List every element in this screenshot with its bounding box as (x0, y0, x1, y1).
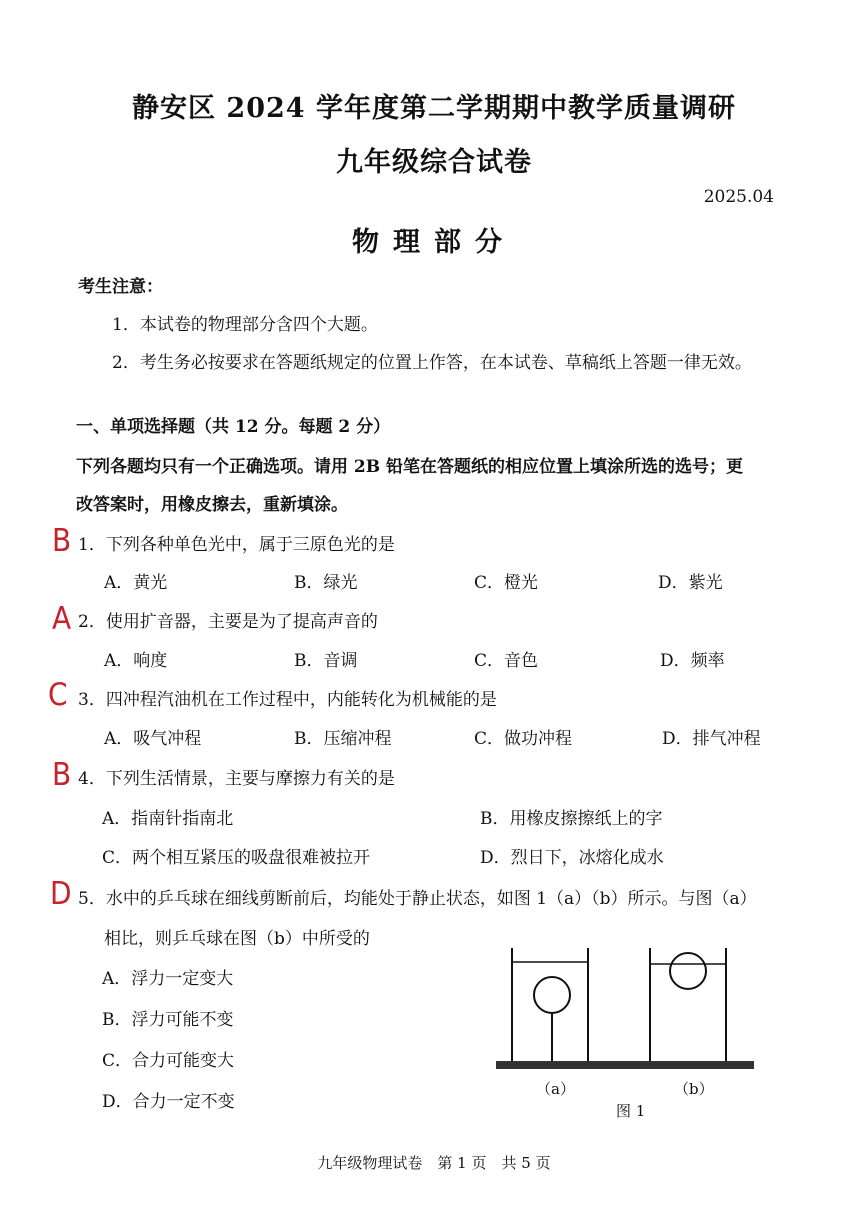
option: A．黄光 (104, 573, 168, 593)
handwritten-answer-mark: B (52, 756, 72, 793)
table-surface (496, 1061, 754, 1069)
option: B．音调 (294, 651, 358, 671)
exam-subtitle: 九年级综合试卷 (336, 147, 532, 178)
option: C．合力可能变大 (102, 1051, 235, 1071)
question-stem: 3．四冲程汽油机在工作过程中，内能转化为机械能的是 (78, 690, 497, 710)
question-stem: 1．下列各种单色光中，属于三原色光的是 (78, 535, 395, 555)
handwritten-answer-mark: D (50, 875, 72, 912)
beaker-b (650, 948, 726, 1062)
figure-caption: 图 1 (616, 1102, 646, 1120)
figure-label-a: （a） (536, 1080, 575, 1098)
exam-date: 2025.04 (703, 187, 774, 207)
question-stem: 2．使用扩音器，主要是为了提高声音的 (78, 612, 378, 632)
option: C．两个相互紧压的吸盘很难被拉开 (102, 848, 371, 868)
notice-title: 考生注意： (78, 277, 163, 297)
option: B．用橡皮擦擦纸上的字 (480, 809, 663, 829)
option: A．响度 (104, 651, 168, 671)
part-title: 一、单项选择题（共 12 分。每题 2 分） (76, 417, 391, 437)
notice-item: 1．本试卷的物理部分含四个大题。 (112, 315, 378, 335)
option: D．排气冲程 (662, 729, 761, 749)
figure-1-diagram (490, 940, 760, 1080)
option: D．紫光 (658, 573, 723, 593)
notice-item: 2．考生务必按要求在答题纸规定的位置上作答，在本试卷、草稿纸上答题一律无效。 (112, 353, 752, 373)
handwritten-answer-mark: B (52, 522, 72, 559)
option: D．合力一定不变 (102, 1092, 235, 1112)
part-instruction: 改答案时，用橡皮擦去，重新填涂。 (76, 495, 348, 515)
handwritten-answer-mark: A (52, 600, 72, 637)
option: C．音色 (474, 651, 539, 671)
part-instruction: 下列各题均只有一个正确选项。请用 2B 铅笔在答题纸的相应位置上填涂所选的选号；更 (76, 457, 744, 477)
option: A．指南针指南北 (102, 809, 234, 829)
question-stem: 4．下列生活情景，主要与摩擦力有关的是 (78, 769, 395, 789)
option: B．压缩冲程 (294, 729, 392, 749)
option: D．烈日下，冰熔化成水 (480, 848, 664, 868)
option: A．浮力一定变大 (102, 969, 234, 989)
beaker-a (512, 948, 588, 1062)
page-footer: 九年级物理试卷 第 1 页 共 5 页 (317, 1154, 551, 1172)
question-stem: 5．水中的乒乓球在细线剪断前后，均能处于静止状态，如图 1（a）（b）所示。与图（a） (78, 889, 757, 909)
option: A．吸气冲程 (104, 729, 202, 749)
handwritten-answer-mark: C (48, 676, 68, 713)
option: B．浮力可能不变 (102, 1010, 234, 1030)
option: D．频率 (660, 651, 725, 671)
section-title: 物理部分 (352, 227, 516, 258)
exam-title: 静安区 2024 学年度第二学期期中教学质量调研 (132, 93, 736, 124)
option: B．绿光 (294, 573, 358, 593)
figure-label-b: （b） (674, 1080, 714, 1098)
option: C．橙光 (474, 573, 539, 593)
question-stem-continued: 相比，则乒乓球在图（b）中所受的 (104, 929, 370, 949)
option: C．做功冲程 (474, 729, 573, 749)
